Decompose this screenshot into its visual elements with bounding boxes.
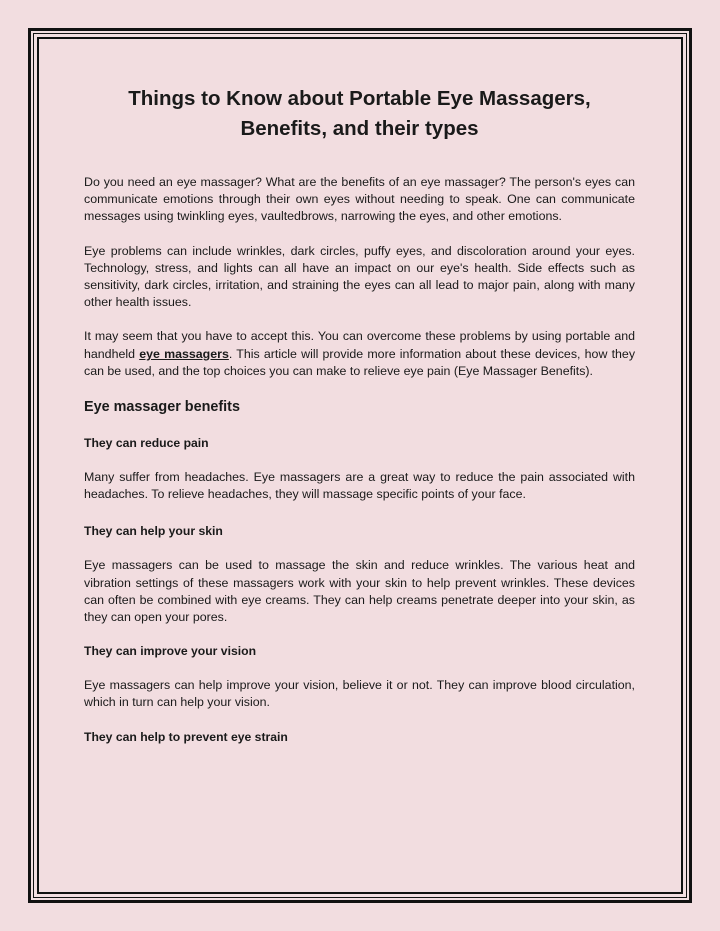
benefit-text-vision: Eye massagers can help improve your vision, believe it or not. They can improve blood circulation, which in turn can help your vision. [84,678,635,710]
intro-paragraph-2: Eye problems can include wrinkles, dark circles, puffy eyes, and discoloration around your eyes. Technology, stress, and lights can all have an impact on our eye's health. Side effects such as sensitivity, dark circles, irritation, and straining the eyes can all lead to major pain, along with many other health issues. [84,243,635,310]
benefit-heading-reduce-pain: They can reduce pain [84,436,209,451]
intro-paragraph-3 [84,328,635,380]
para3-before: It may seem that you have to accept this. You can overcome these problems by using portable and handheld [84,329,635,361]
benefit-heading-vision: They can improve your vision [84,644,257,659]
page-title: Things to Know about Portable Eye Massagers, Benefits, and their types [128,87,591,140]
benefit-text-skin: Eye massagers can be used to massage the skin and reduce wrinkles. The various heat and vibration settings of these massagers work with your skin to help prevent wrinkles. These devices can often be combined with eye creams. They can help creams penetrate deeper into your skin, as they can open your pores. [84,558,635,625]
intro-paragraph-1: Do you need an eye massager? What are the benefits of an eye massager? The person's eyes can communicate emotions through their own eyes without needing to speak. One can communicate messages using twinkling eyes, vaultedbrows, narrowing the eyes, and other emotions. [84,175,635,224]
benefit-heading-skin: They can help your skin [84,524,223,539]
eye-massagers-link[interactable]: eye massagers [139,346,229,361]
benefit-text-reduce-pain: Many suffer from headaches. Eye massagers are a great way to reduce the pain associated with headaches. To relieve headaches, they will massage specific points of your face. [84,470,635,502]
para3-after: . This article will provide more information about these devices, how they can be used, and the top choices you can make to relieve eye pain (Eye Massager Benefits). [84,346,636,378]
section-heading: Eye massager benefits [84,399,240,416]
benefit-heading-eye-strain: They can help to prevent eye strain [84,729,288,744]
article [84,84,635,763]
